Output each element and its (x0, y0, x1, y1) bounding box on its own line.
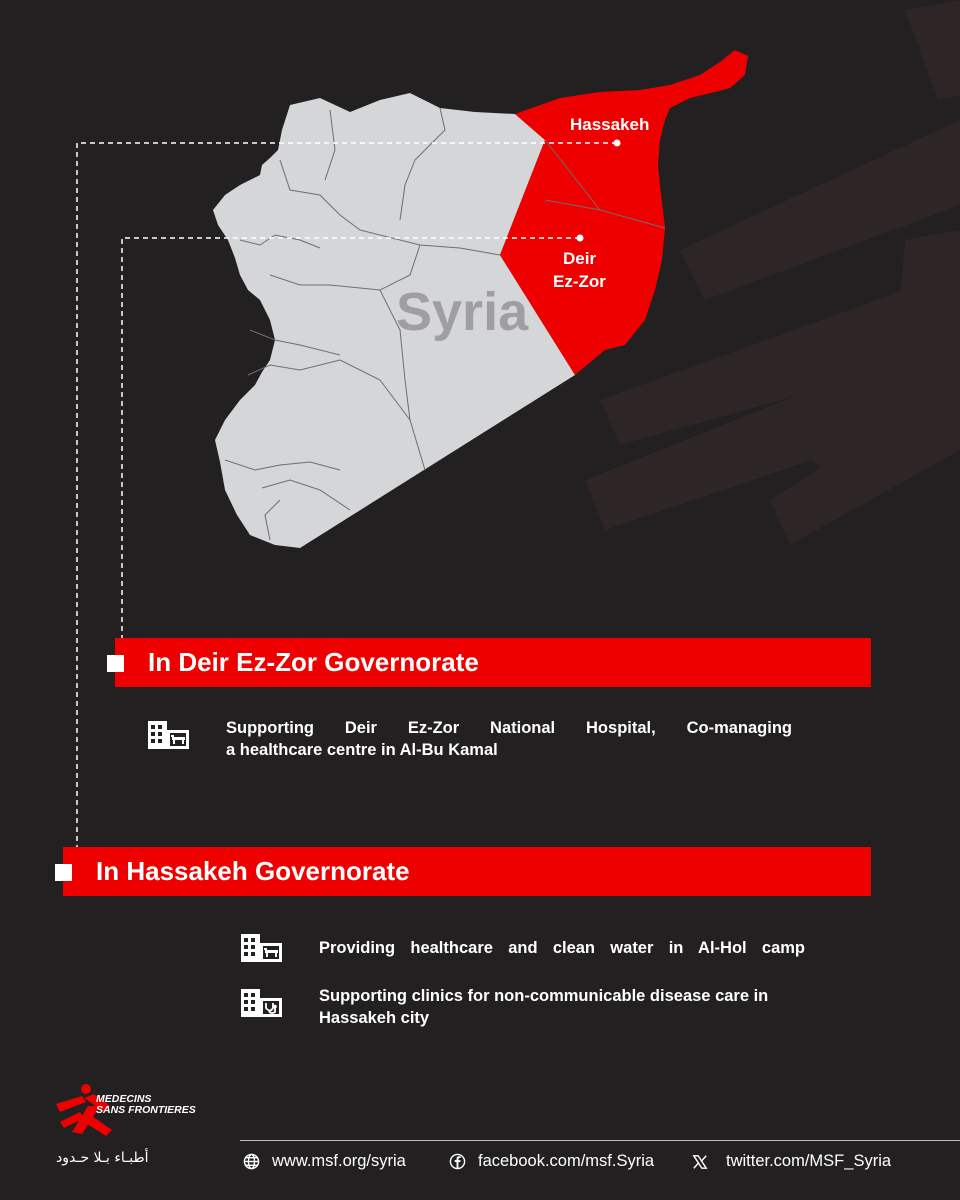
deir-ez-zor-title: In Deir Ez-Zor Governorate (148, 647, 479, 677)
deir-ez-zor-item-1-line1: Supporting Deir Ez-Zor National Hospital, Co-managing (226, 719, 792, 737)
hassakeh-item-2-line1: Supporting clinics for non-communicable disease care in (319, 987, 769, 1005)
list-item (240, 933, 810, 963)
deir-ez-zor-item-1-line2: a healthcare centre in Al-Bu Kamal (226, 741, 498, 759)
facebook-icon (449, 1153, 466, 1170)
msf-logo-name (96, 1094, 196, 1116)
hospital-icon (147, 720, 191, 750)
website-link-text: www.msf.org/syria (272, 1152, 406, 1170)
msf-logo-name-line1: MEDECINS (96, 1093, 152, 1105)
deir-ez-zor-bullet (107, 655, 124, 672)
msf-logo-arabic: أطبـاء بـلا حـدود (56, 1150, 149, 1166)
facebook-link[interactable] (449, 1152, 654, 1171)
deir-ez-zor-label-line2: Ez-Zor (553, 272, 606, 291)
twitter-link[interactable] (692, 1152, 891, 1171)
deir-ez-zor-label-line1: Deir (563, 249, 597, 268)
hassakeh-item-2-line2: Hassakeh city (319, 1009, 430, 1027)
list-item (147, 720, 797, 770)
facebook-link-text: facebook.com/msf.Syria (478, 1152, 655, 1170)
x-twitter-icon (692, 1154, 708, 1170)
list-item (240, 988, 810, 1038)
twitter-link-text: twitter.com/MSF_Syria (726, 1152, 892, 1170)
footer-divider (240, 1140, 960, 1141)
globe-icon (243, 1153, 260, 1170)
clinic-icon (240, 988, 284, 1018)
msf-logo-name-line2: SANS FRONTIERES (96, 1104, 196, 1116)
country-label: Syria (396, 282, 529, 342)
hospital-icon (240, 933, 284, 963)
hassakeh-bullet (55, 864, 72, 881)
hassakeh-title: In Hassakeh Governorate (96, 856, 410, 886)
hassakeh-label: Hassakeh (570, 115, 650, 134)
website-link[interactable] (243, 1152, 406, 1171)
hassakeh-item-1: Providing healthcare and clean water in Al-Hol camp (319, 939, 805, 957)
